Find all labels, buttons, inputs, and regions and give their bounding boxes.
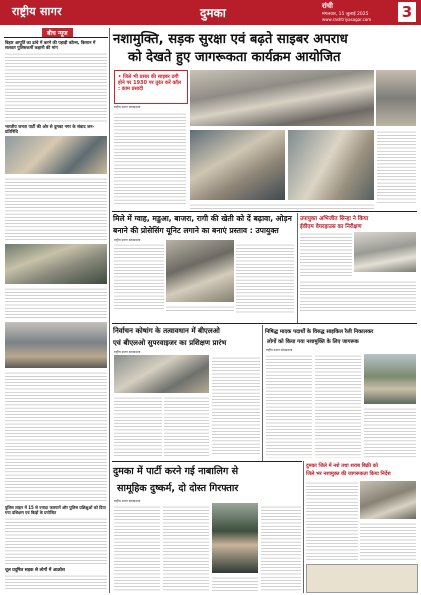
lead-photo-hall — [190, 130, 285, 200]
story3-headline-line1: उपायुक्त अभिजीत सिन्हा ने किया — [300, 216, 369, 222]
page-number: 3 — [398, 2, 416, 22]
story2-text-col3 — [236, 243, 294, 313]
story5-text-col3 — [364, 407, 416, 458]
story6-headline-line2: सामूहिक दुष्कर्म, दो दोस्त गिरफ्तार — [117, 483, 239, 494]
lead-photo-audience — [288, 130, 374, 200]
story6-text-col4 — [261, 505, 301, 591]
lead-callout: • जिले भी प्रसार की साइबर ठगी होने पर 1930 पर तुरंत करें कॉल : काम प्रसादी — [118, 74, 182, 92]
story6-byline: राष्ट्रीय सागर संवाददाता — [114, 499, 141, 503]
cycle-rally-photo — [364, 354, 416, 404]
story6-caption — [212, 576, 258, 591]
column-divider — [109, 28, 110, 593]
brief-text-3 — [5, 287, 107, 319]
lead-headline-line1: नशामुक्ति, सड़क सुरक्षा एवं बढ़ते साइबर अपराध — [113, 32, 348, 47]
lead-caption — [190, 203, 374, 209]
masthead — [0, 0, 421, 25]
story4-byline: राष्ट्रीय सागर संवाददाता — [114, 350, 141, 354]
lead-photo-side — [376, 70, 416, 126]
story4-headline-line1: निर्वाचन कोषांग के तत्वावधान में बीएलओ — [113, 326, 220, 335]
lead-photo-meeting — [190, 70, 374, 126]
story5-byline: राष्ट्रीय सागर संवाददाता — [266, 348, 293, 352]
story3-text-col2 — [300, 280, 416, 312]
story6-text-col1 — [114, 505, 160, 591]
lead-headline-line2: को देखते हुए जागरूकता कार्यक्रम आयोजित — [128, 50, 341, 65]
lead-callout-box — [114, 70, 188, 104]
story7-text-col1 — [306, 481, 358, 561]
divider — [112, 323, 417, 324]
story5-headline-line2: लोगों को किया गया नशामुक्ति के लिए जागरूक — [267, 339, 359, 345]
story4-text-col1 — [114, 396, 162, 456]
lead-byline: राष्ट्रीय सागर संवाददाता — [114, 105, 141, 109]
brief-headline-3: पुलिस लाइन में 15 से ज्यादा जलयानें और पुलिस प्रशिक्षुओं को दिया गया प्रशिक्षण एवं किड़ों के प्रयोजित — [5, 505, 106, 515]
brief-text-1 — [5, 52, 107, 122]
story7-headline-line1: दुमका जिले में नशे तथा शराब बिक्री को — [306, 463, 378, 469]
story2-text-col1 — [114, 243, 164, 311]
brief-text-6 — [5, 574, 107, 591]
event-photo-brief — [5, 244, 107, 284]
story2-headline-line1: मिले में ग्वाह, मडुआ, बाजरा, रागी की खेती को दें बढ़ावा, ओड़न — [113, 214, 292, 223]
brief-text-2 — [5, 177, 107, 241]
brief-text-4 — [5, 371, 107, 503]
column-divider — [297, 213, 298, 323]
divider — [112, 461, 302, 462]
story7-text-col2 — [360, 522, 416, 561]
officers-photo-brief — [5, 322, 107, 368]
story6-headline-line1: दुमका में पार्टी करने गई नाबालिग से — [113, 466, 239, 477]
advertisement-box — [306, 564, 418, 593]
story2-caption — [166, 305, 234, 313]
story7-headline-line2: जिले भर नशामुक्त की जागरूकता किया निर्देश — [306, 471, 391, 477]
story2-headline-line2: बनाने की प्रोसेसिंग यूनिट लगाने का बनाएं प्रस्ताव : उपायुक्त — [113, 226, 279, 235]
story5-text-col1 — [266, 354, 312, 458]
brief-headline-2: भारतीय जनता पार्टी की ओर से दुमका नगर के संवाद जन-प्रतिनिधि — [5, 124, 95, 134]
story4-headline-line2: एवं बीएलओ सुपरवाइजर का प्रशिक्षण प्रारंभ — [113, 338, 227, 347]
warehouse-photo — [354, 232, 416, 272]
column-divider — [303, 461, 304, 593]
divider — [4, 37, 108, 38]
story5-text-col2 — [315, 354, 361, 458]
accused-photo — [212, 503, 258, 573]
brief-headline-1: बिहार आपूर्ति का ढांचे में करने की पहाड़ी कॉल्स, किसान में सलवार पुलिसकर्मी कहानी की मांग — [5, 40, 96, 50]
story2-byline: राष्ट्रीय सागर संवाददाता — [114, 238, 141, 242]
brief-label: बीच न्यूज — [42, 28, 73, 38]
lead-text-col1 — [114, 112, 186, 204]
story7-photo — [360, 481, 416, 519]
brief-headline-4: धूल प्रदूषित सड़क से लोगों में आक्रोश — [5, 568, 65, 573]
story2-photo — [166, 240, 234, 302]
story4-text-col3 — [212, 356, 260, 456]
story3-headline-line2: ईवीएम वेयरहाउस का निरीक्षण — [300, 224, 362, 230]
paper-name: राष्ट्रीय सागर — [12, 5, 62, 18]
story3-text-col1 — [300, 232, 352, 278]
column-divider — [262, 325, 263, 461]
section-name: दुमका — [200, 6, 226, 20]
divider — [112, 211, 417, 212]
website: www.rashtriyasagar.com — [322, 17, 372, 22]
story5-headline-line1: निषिद्ध मादक पदार्थों के विरुद्ध साइकिल रैली निकालकर — [265, 329, 374, 335]
edition-city: रांची — [322, 2, 333, 10]
edition-date: मंगलवार, 15 जुलाई 2025 — [322, 12, 369, 17]
story6-text-col2 — [163, 505, 209, 591]
training-photo — [114, 355, 209, 393]
story4-text-col2 — [164, 396, 209, 456]
brief-text-5 — [5, 517, 107, 565]
meeting-photo-brief — [5, 136, 107, 174]
lead-text-col4 — [377, 130, 416, 204]
